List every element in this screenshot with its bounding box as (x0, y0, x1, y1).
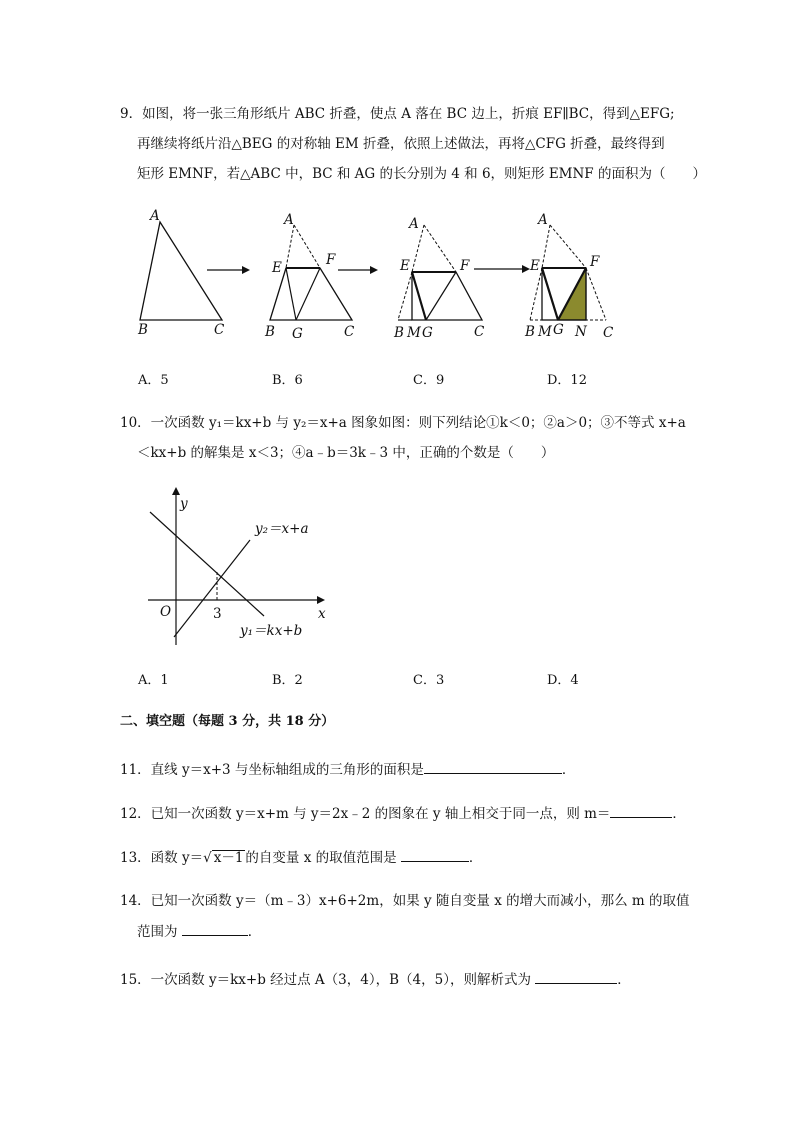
q12-end: ． (672, 806, 686, 822)
q11-answer-blank[interactable] (424, 759, 562, 774)
fig1-triangle (140, 222, 222, 320)
q13 (120, 847, 482, 868)
q14-line2 (137, 921, 261, 942)
fig4-label-e: E (530, 258, 540, 274)
arrow-head-3 (522, 265, 530, 273)
q11-end: ． (561, 762, 576, 778)
q14-line2-text: 范围为 (137, 924, 182, 940)
q9-option-a[interactable]: A．5 (138, 373, 169, 388)
q15-end: ． (617, 972, 631, 988)
arrow-head-2 (370, 266, 378, 274)
fig2-label-a: A (284, 212, 294, 228)
fig2-label-c: C (344, 324, 355, 340)
q10-graph (0, 480, 794, 650)
q15-text: 15．一次函数 y＝kx+b 经过点 A（3，4），B（4，5），则解析式为 (120, 972, 536, 988)
q9-option-d[interactable]: D．12 (547, 373, 587, 388)
q9-figure (0, 200, 794, 360)
q11-text: 11．直线 y＝x+3 与坐标轴组成的三角形的面积是 (120, 762, 424, 778)
q9-line3: 矩形 EMNF，若△ABC 中，BC 和 AG 的长分别为 4 和 6，则矩形 EMNF 的面积为（ ） (137, 166, 706, 182)
line-y2 (174, 540, 250, 637)
q10-line2: ＜kx+b 的解集是 x＜3；④a﹣b＝3k﹣3 中，正确的个数是（ ） (137, 445, 555, 461)
q11 (120, 759, 575, 780)
fig2-label-b: B (265, 324, 275, 340)
q9-line2: 再继续将纸片沿△BEG 的对称轴 EM 折叠，依照上述做法，再将△CFG 折叠，最终得到 (137, 136, 665, 152)
q9-option-c[interactable]: C．9 (413, 373, 445, 388)
fig1-label-b: B (138, 322, 148, 338)
q12 (120, 803, 686, 824)
q15-answer-blank[interactable] (535, 969, 617, 984)
q9-option-b[interactable]: B．6 (272, 373, 303, 388)
y-axis-arrow (172, 487, 180, 495)
q10-option-a[interactable]: A．1 (138, 673, 169, 688)
q10-line1: 10．一次函数 y₁＝kx+b 与 y₂＝x+a 图象如图：则下列结论①k＜0；②a＞0；③不等式 x+a (120, 415, 686, 431)
y-axis-label: y (180, 496, 188, 512)
fig4-label-b: B (525, 324, 535, 340)
fig4-label-n: N (575, 324, 587, 340)
fig3-label-g: G (422, 325, 433, 341)
fig3-label-a: A (409, 216, 419, 232)
fig4-label-g: G (553, 322, 564, 338)
fig1-label-c: C (214, 322, 225, 338)
fig1-label-a: A (150, 208, 160, 224)
q10-option-b[interactable]: B．2 (272, 673, 303, 688)
q13-answer-blank[interactable] (401, 847, 469, 862)
fig2-label-e: E (272, 260, 282, 276)
q13-post: 的自变量 x 的取值范围是 (245, 850, 401, 866)
fig4-label-c: C (603, 325, 614, 341)
arrow-head-1 (242, 266, 250, 274)
q15 (120, 969, 631, 990)
q13-end: ． (468, 850, 483, 866)
fig4-label-a: A (538, 212, 548, 228)
tick-label-3: 3 (213, 606, 222, 622)
q12-text: 12．已知一次函数 y＝x+m 与 y＝2x﹣2 的图象在 y 轴上相交于同一点，则 m＝ (120, 806, 611, 822)
line-y2-label: y₂＝x+a (255, 521, 309, 537)
q9-line1: 9．如图，将一张三角形纸片 ABC 折叠，使点 A 落在 BC 边上，折痕 EF∥BC，得到△EFG; (120, 106, 675, 122)
q14-answer-blank[interactable] (182, 921, 248, 936)
fig4-label-m: M (538, 324, 552, 340)
x-axis-arrow (317, 596, 325, 604)
q13-radicand: x－1 (213, 850, 244, 866)
x-axis-label: x (318, 606, 326, 622)
line-y1-label: y₁＝kx+b (240, 623, 303, 639)
q13-pre: 13．函数 y＝ (120, 850, 204, 866)
fig3-label-f: F (460, 258, 470, 274)
q10-option-d[interactable]: D．4 (547, 673, 579, 688)
q12-answer-blank[interactable] (610, 803, 672, 818)
fig4-label-f: F (590, 254, 600, 270)
fig2-label-f: F (326, 252, 336, 268)
q14-end: ． (247, 924, 262, 940)
sqrt-sign: √ (203, 850, 212, 866)
q10-option-c[interactable]: C．3 (413, 673, 445, 688)
section-heading: 二、填空题（每题 3 分，共 18 分） (120, 714, 335, 729)
fig3-label-b: B (394, 325, 404, 341)
fig3-label-m: M (407, 325, 421, 341)
q14-line1: 14．已知一次函数 y＝（m﹣3）x+6+2m，如果 y 随自变量 x 的增大而减小，那么 m 的取值 (120, 893, 690, 909)
fig3-label-e: E (400, 258, 410, 274)
fig2-label-g: G (292, 326, 303, 342)
fig3-label-c: C (474, 324, 485, 340)
origin-label: O (160, 604, 172, 620)
